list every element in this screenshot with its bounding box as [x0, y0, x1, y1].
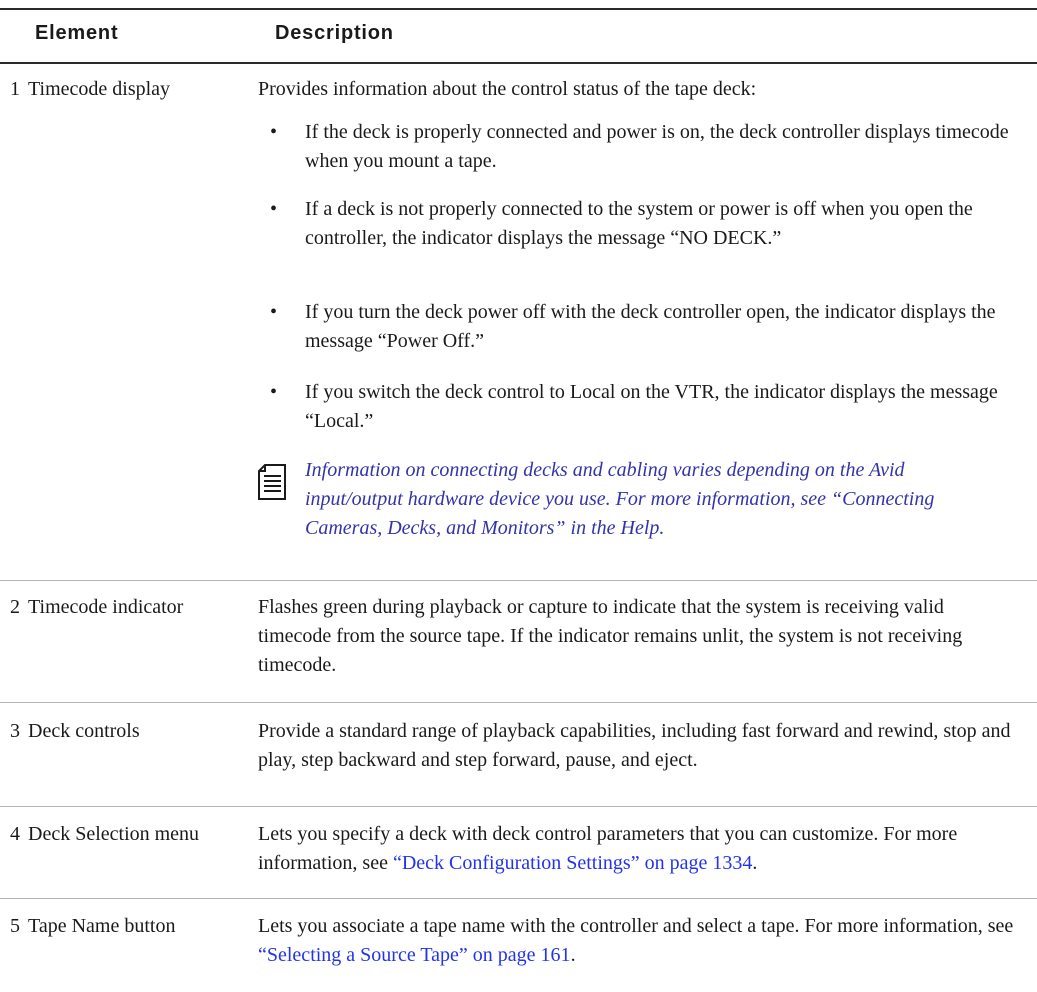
row-4-number: 4: [10, 823, 20, 845]
row-3-number: 3: [10, 720, 20, 742]
table-top-rule: [0, 8, 1037, 10]
row-5-number: 5: [10, 915, 20, 937]
row-4-description-text: Lets you specify a deck with deck control parameters that you can customize. For more information, see: [258, 823, 958, 874]
row-1-bullet-3: If you turn the deck power off with the deck controller open, the indicator displays the message “Power Off.”: [305, 301, 996, 352]
row-1-element-label: Timecode display: [28, 78, 171, 100]
header-element: Element: [35, 22, 119, 44]
row-separator: [0, 580, 1037, 581]
row-separator: [0, 898, 1037, 899]
row-1-bullet-2: If a deck is not properly connected to the system or power is off when you open the controller, the indicator displays the message “NO DECK.”: [305, 198, 973, 249]
row-3-description: Provide a standard range of playback capabilities, including fast forward and rewind, stop and play, step backward and step forward, pause, and eject.: [258, 720, 1011, 771]
header-description: Description: [275, 22, 394, 44]
row-2-number: 2: [10, 596, 20, 618]
note-icon: [258, 464, 286, 500]
row-5-description: [258, 912, 1018, 970]
row-2-description: Flashes green during playback or capture to indicate that the system is receiving valid timecode from the source tape. If the indicator remains unlit, the system is not receiving timecode.: [258, 596, 963, 676]
bullet-marker: •: [270, 198, 278, 220]
bullet-marker: •: [270, 301, 278, 323]
row-4-element: [10, 820, 199, 849]
row-5-description-end: .: [570, 944, 576, 966]
row-1-number: 1: [10, 78, 20, 100]
row-separator: [0, 702, 1037, 703]
bullet-marker: •: [270, 121, 278, 143]
row-4-description: [258, 820, 1018, 878]
row-5-element: [10, 912, 175, 941]
row-3-element: [10, 717, 140, 746]
row-1-bullet-4: If you switch the deck control to Local on the VTR, the indicator displays the message “Local.”: [305, 381, 998, 432]
row-1-description: Provides information about the control status of the tape deck:: [258, 78, 757, 100]
row-4-element-label: Deck Selection menu: [28, 823, 200, 845]
header-rule: [0, 62, 1037, 64]
row-separator: [0, 806, 1037, 807]
row-1-bullet-1: If the deck is properly connected and power is on, the deck controller displays timecode when you mount a tape.: [305, 121, 1009, 172]
bullet-marker: •: [270, 381, 278, 403]
row-2-element: [10, 593, 183, 622]
row-4-description-end: .: [752, 852, 758, 874]
row-1-element: [10, 75, 170, 104]
deck-configuration-settings-link[interactable]: “Deck Configuration Settings” on page 1334: [392, 852, 753, 874]
selecting-a-source-tape-link[interactable]: “Selecting a Source Tape” on page 161: [258, 944, 571, 966]
row-2-element-label: Timecode indicator: [28, 596, 184, 618]
row-5-element-label: Tape Name button: [28, 915, 176, 937]
row-3-element-label: Deck controls: [28, 720, 140, 742]
row-5-description-text: Lets you associate a tape name with the controller and select a tape. For more information, see: [258, 915, 1014, 937]
row-1-note: Information on connecting decks and cabling varies depending on the Avid input/output hardware device you use. For more information, see “Connecting Cameras, Decks, and Monitors” in the Help.: [305, 459, 935, 539]
